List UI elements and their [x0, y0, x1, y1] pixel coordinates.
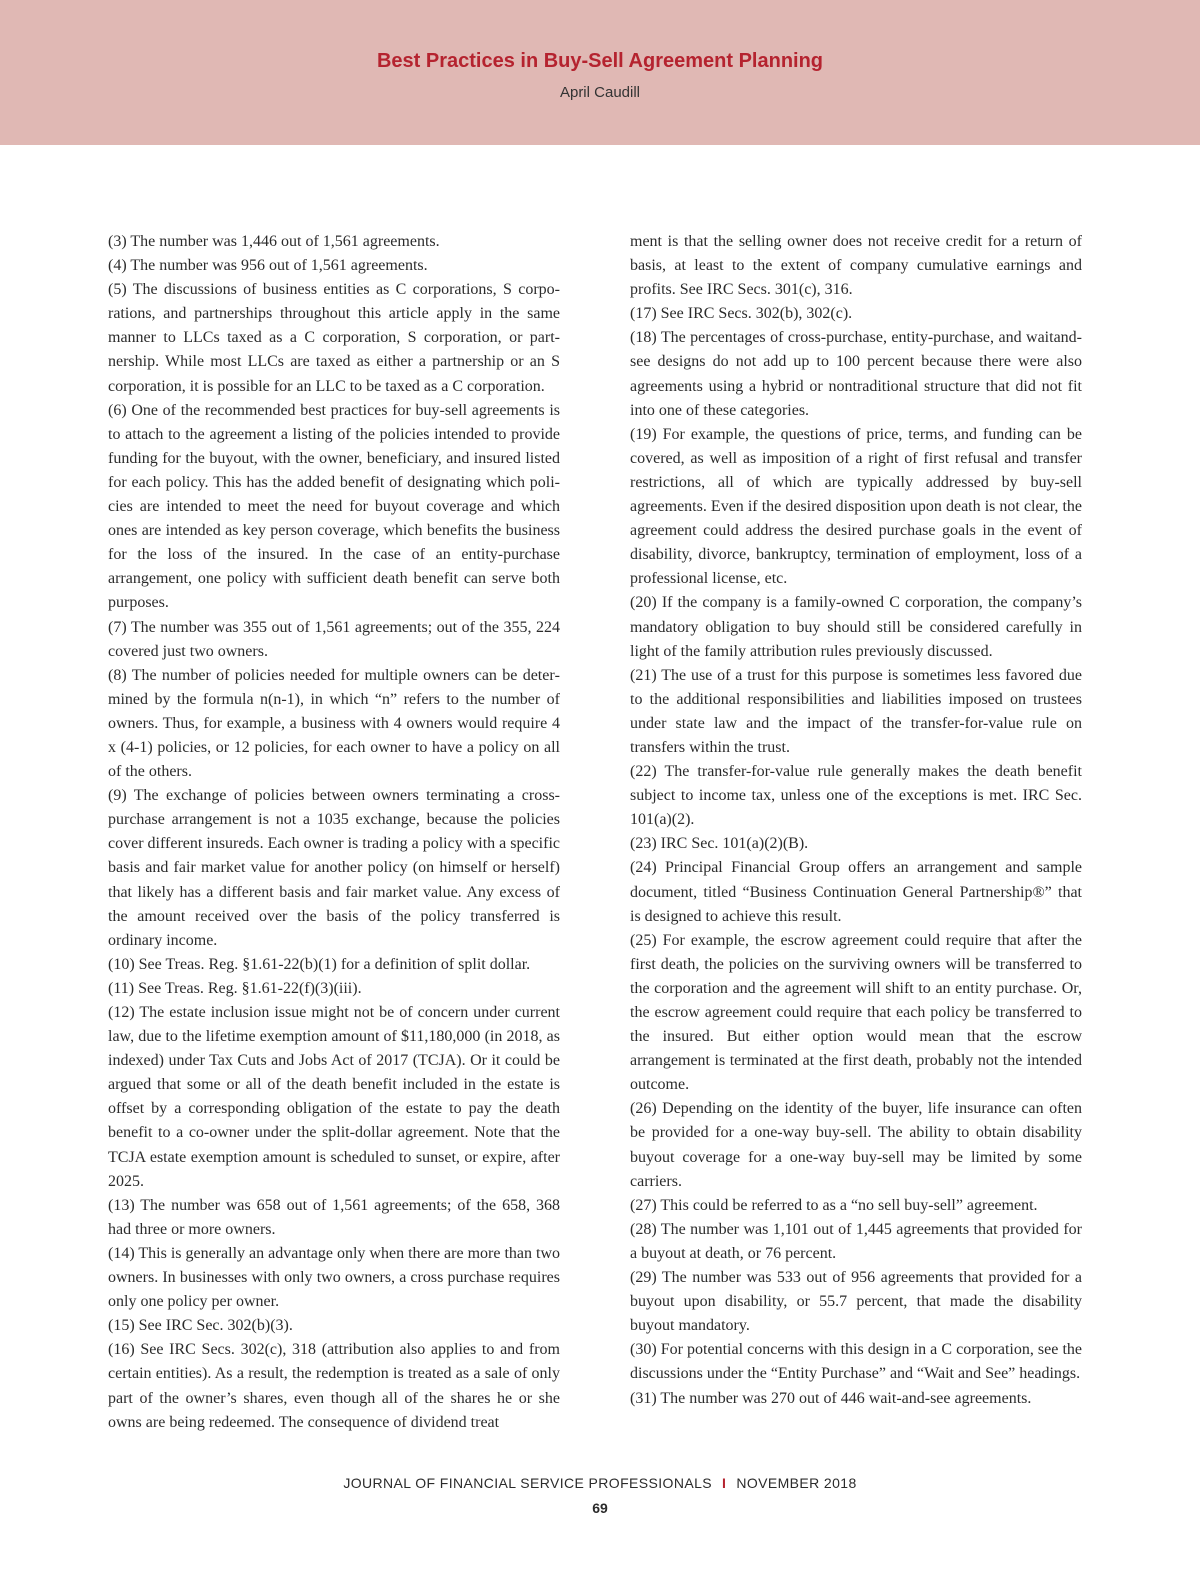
- footnote-24: (24) Principal Financial Group offers an arrangement and sample document, titled “Business Continuation General Partnership®” that is designed to achieve this result.: [630, 859, 1082, 925]
- footnote-30: (30) For potential concerns with this design in a C corporation, see the discussions under the “Entity Purchase” and “Wait and See” headings.: [630, 1341, 1082, 1383]
- footnote-15: (15) See IRC Sec. 302(b)(3).: [108, 1317, 293, 1335]
- footnote-11: (11) See Treas. Reg. §1.61-22(f)(3)(iii).: [108, 979, 362, 997]
- left-column: [108, 230, 560, 1435]
- footnote-26: (26) Depending on the identity of the buyer, life insurance can often be provided for a one-way buy-sell. The ability to obtain disability buyout coverage for a one-way buy-sell may be limited by some carriers.: [630, 1100, 1082, 1190]
- footnote-5: (5) The discussions of business entities as C corporations, S corporations, and partnerships throughout this article apply in the same manner to LLCs taxed as a C corporation, S corporation, or partnership. While most LLCs are taxed as either a partnership or an S corporation, it is possible for an LLC to be taxed as a C corporation.: [108, 281, 560, 395]
- footer-date: NOVEMBER 2018: [736, 1475, 857, 1491]
- footnote-17: (17) See IRC Secs. 302(b), 302(c).: [630, 305, 853, 323]
- footnote-3: (3) The number was 1,446 out of 1,561 agreements.: [108, 233, 440, 250]
- footnote-31: (31) The number was 270 out of 446 wait-and-see agreements.: [630, 1389, 1032, 1407]
- footnote-25: (25) For example, the escrow agreement could require that after the first death, the policies on the surviving owners will be transferred to the corporation and the agreement will shift to an entity purchase. Or, the escrow agreement could require that each policy be transferred to the insured. But either option would mean that the escrow arrangement is terminated at the first death, probably not the intended outcome.: [630, 931, 1082, 1094]
- footnote-16-continued: ment is that the selling owner does not receive credit for a return of basis, at least to the extent of company cumulative earnings and profits. See IRC Secs. 301(c), 316.: [630, 233, 1082, 299]
- footnote-18: (18) The percentages of cross-purchase, entity-purchase, and waitand-see designs do not add up to 100 percent because there were also agreements using a hybrid or nontraditional structure that did not fit into one of these categories.: [630, 329, 1082, 419]
- footnote-9: (9) The exchange of policies between owners terminating a cross-purchase arrangement is not a 1035 exchange, because the policies cover different insureds. Each owner is trading a policy with a specific basis and fair market value for another policy (on himself or herself) that likely has a different basis and fair market value. Any excess of the amount received over the basis of the policy transferred is ordinary income.: [108, 787, 560, 949]
- footnote-21: (21) The use of a trust for this purpose is sometimes less favored due to the additional responsibilities and liabilities imposed on trustees under state law and the impact of the transfer-for-value rule on transfers within the trust.: [630, 666, 1082, 756]
- footnote-12: (12) The estate inclusion issue might not be of concern under current law, due to the lifetime exemption amount of $11,180,000 (in 2018, as indexed) under Tax Cuts and Jobs Act of 2017 (TCJA). Or it could be argued that some or all of the death benefit included in the estate is offset by a corresponding obligation of the estate to pay the death benefit to a co-owner under the split-dollar agreement. Note that the TCJA estate exemption amount is scheduled to sunset, or expire, after 2025.: [108, 1004, 560, 1190]
- footnote-22: (22) The transfer-for-value rule generally makes the death benefit subject to income tax, unless one of the exceptions is met. IRC Sec. 101(a)(2).: [630, 763, 1082, 829]
- footer-journal-line: [0, 1475, 1200, 1491]
- footnote-19: (19) For example, the questions of price, terms, and funding can be covered, as well as imposition of a right of first refusal and transfer restrictions, all of which are typically addressed by buy-sell agreements. Even if the desired disposition upon death is not clear, the agreement could address the desired purchase goals in the event of disability, divorce, bankruptcy, termination of employment, loss of a professional license, etc.: [630, 425, 1082, 588]
- page-author: April Caudill: [559, 84, 641, 101]
- footnote-29: (29) The number was 533 out of 956 agreements that provided for a buyout upon disability, or 55.7 percent, that made the disability buyout mandatory.: [630, 1269, 1082, 1335]
- footer-journal-name: JOURNAL OF FINANCIAL SERVICE PROFESSIONALS: [343, 1475, 713, 1491]
- footnote-28: (28) The number was 1,101 out of 1,445 agreements that provided for a buyout at death, or 76 percent.: [630, 1220, 1082, 1262]
- footnote-16: (16) See IRC Secs. 302(c), 318 (attribution also applies to and from certain entities). As a result, the redemption is treated as a sale of only part of the owner’s shares, even though all of the shares he or she owns are being redeemed. The consequence of dividend treat: [108, 1341, 560, 1431]
- footnote-8: (8) The number of policies needed for multiple owners can be determined by the formula n(n-1), in which “n” refers to the number of owners. Thus, for example, a business with 4 owners would require 4 x (4-1) policies, or 12 policies, for each owner to have a policy on all of the others.: [108, 666, 560, 781]
- footnote-6: (6) One of the recommended best practices for buy-sell agreements is to attach to the agreement a listing of the policies intended to provide funding for the buyout, with the owner, beneficiary, and insured listed for each policy. This has the added benefit of designating which policies are intended to meet the need for buyout coverage and which ones are intended as key person coverage, which benefits the business for the loss of the insured. In the case of an entity-purchase arrangement, one policy with sufficient death benefit can serve both purposes.: [108, 401, 560, 612]
- page-title: Best Practices in Buy-Sell Agreement Planning: [376, 50, 824, 72]
- footnote-23: (23) IRC Sec. 101(a)(2)(B).: [630, 835, 809, 853]
- footnote-7: (7) The number was 355 out of 1,561 agreements; out of the 355, 224 covered just two owners.: [108, 618, 560, 660]
- footnote-14: (14) This is generally an advantage only when there are more than two owners. In businesses with only two owners, a cross purchase requires only one policy per owner.: [108, 1244, 560, 1311]
- footnote-27: (27) This could be referred to as a “no sell buy-sell” agreement.: [630, 1196, 1038, 1214]
- right-column: [630, 230, 1082, 1411]
- footnote-13: (13) The number was 658 out of 1,561 agreements; of the 658, 368 had three or more owners.: [108, 1196, 560, 1238]
- page-number: 69: [592, 1500, 608, 1516]
- footer-separator: I: [722, 1475, 727, 1491]
- footnote-10: (10) See Treas. Reg. §1.61-22(b)(1) for a definition of split dollar.: [108, 955, 531, 973]
- footnote-20: (20) If the company is a family-owned C corporation, the company’s mandatory obligation to buy should still be considered carefully in light of the family attribution rules previously discussed.: [630, 594, 1082, 660]
- footnote-4: (4) The number was 956 out of 1,561 agreements.: [108, 257, 428, 275]
